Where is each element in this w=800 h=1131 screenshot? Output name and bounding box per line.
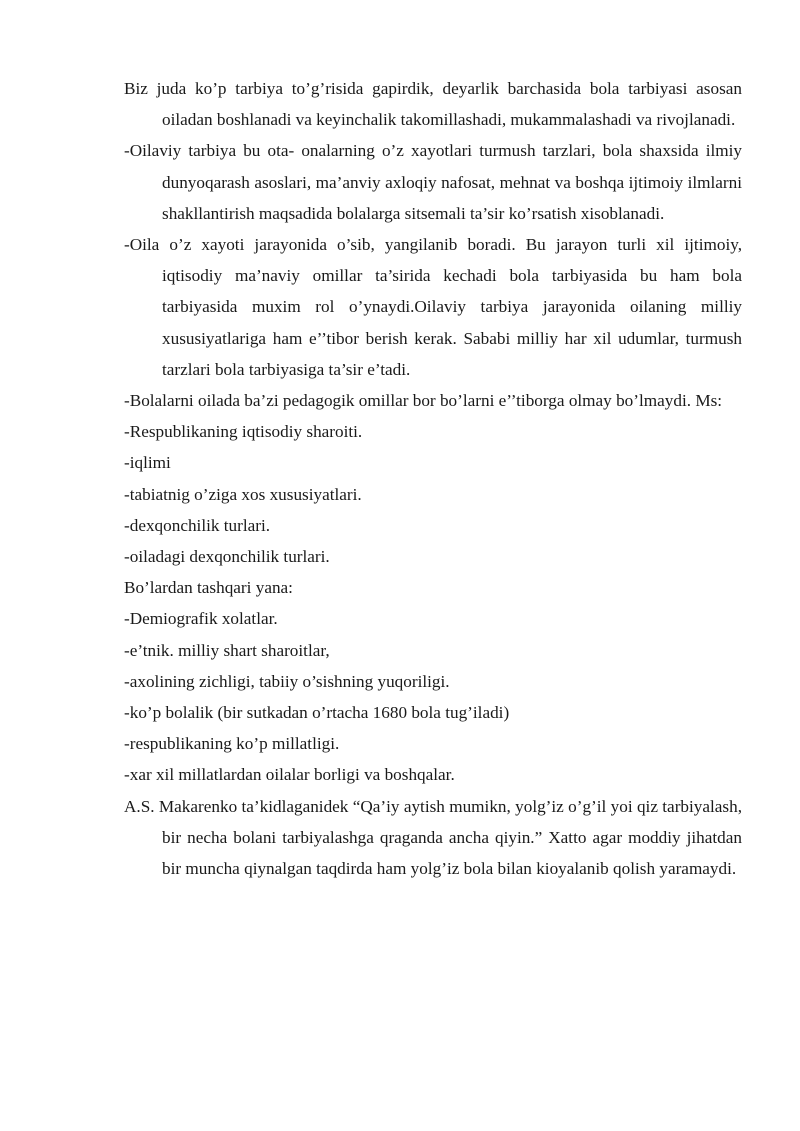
paragraph-family-upbringing: -Oilaviy tarbiya bu ota- onalarning o’z xayotlari turmush tarzlari, bola shaxsida ilmiy dunyoqarash asoslari, ma’anviy axloqiy nafosat, mehnat va boshqa ijtimoiy ilmlarni shakllantirish maqsadida bolalarga sitsemali ta’sir ko’rsatish xisoblanadi. xyxy=(124,141,742,223)
list-item: -oiladagi dexqonchilik turlari. xyxy=(124,547,330,567)
list-item: -axolining zichligi, tabiiy o’sishning yuqoriligi. xyxy=(124,671,450,691)
paragraph-makarenko-quote: A.S. Makarenko ta’kidlaganidek “Qa’iy aytish mumikn, yolg’iz o’g’il yoi qiz tarbiyalash, bir necha bolani tarbiyalashga qraganda ancha qiyin.” Xatto agar moddiy jihatdan bir muncha qiynalgan taqdirda ham yolg’iz bola bilan kioyalanib qolish yaramaydi. xyxy=(124,796,742,879)
list-item: -ko’p bolalik (bir sutkadan o’rtacha 1680 bola tug’iladi) xyxy=(124,703,510,723)
paragraph-pedagogic-factors: -Bolalarni oilada ba’zi pedagogik omillar bor bo’larni e’’tiborga olmay bo’lmaydi. Ms: xyxy=(124,391,723,411)
list-heading: Bo’lardan tashqari yana: xyxy=(124,578,293,598)
list-item: -Demiografik xolatlar. xyxy=(124,609,278,629)
list-item: -e’tnik. milliy shart sharoitlar, xyxy=(124,640,330,660)
list-item: -iqlimi xyxy=(124,453,171,473)
list-item: -dexqonchilik turlari. xyxy=(124,515,271,535)
document-page xyxy=(124,73,742,884)
list-item: -Respublikaning iqtisodiy sharoiti. xyxy=(124,422,363,442)
paragraph-intro: Biz juda ko’p tarbiya to’g’risida gapirdik, deyarlik barchasida bola tarbiyasi asosan oiladan boshlanadi va keyinchalik takomillashadi, mukammalashadi va rivojlanadi. xyxy=(124,79,742,130)
paragraph-family-process: -Oila o’z xayoti jarayonida o’sib, yangilanib boradi. Bu jarayon turli xil ijtimoiy, iqtisodiy ma’naviy omillar ta’sirida kechadi bola tarbiyasida bu ham bola tarbiyasida muxim rol o’ynaydi.Oilaviy tarbiya jarayonida oilaning milliy xususiyatlariga ham e’’tibor berish kerak. Sababi milliy har xil udumlar, turmush tarzlari bola tarbiyasiga ta’sir e’tadi. xyxy=(124,235,742,379)
list-item: -xar xil millatlardan oilalar borligi va boshqalar. xyxy=(124,765,455,785)
list-item: -tabiatnig o’ziga xos xususiyatlari. xyxy=(124,484,362,504)
list-item: -respublikaning ko’p millatligi. xyxy=(124,734,340,754)
